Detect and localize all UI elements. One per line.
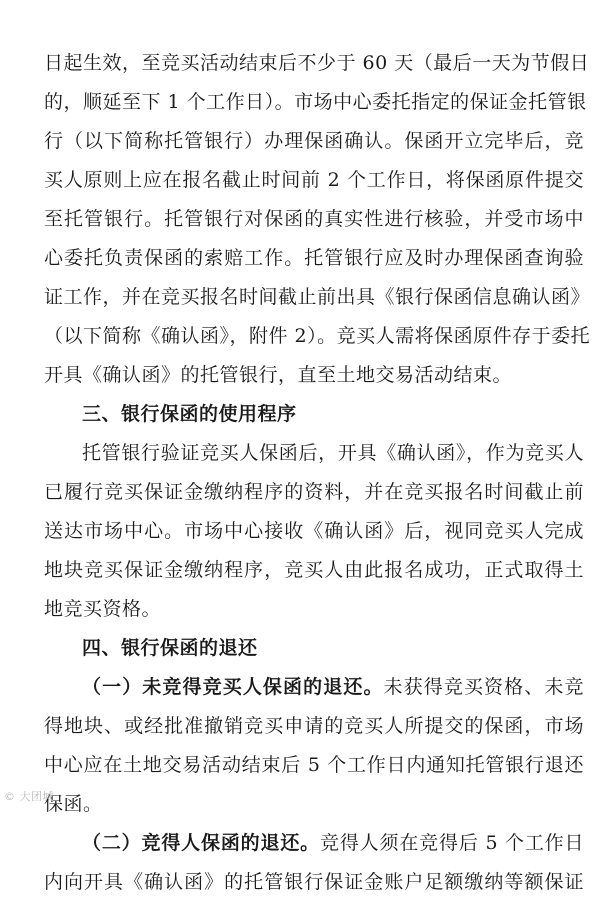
- text-run: 竞得人须在竞得后 5 个工作日: [320, 832, 584, 854]
- text-line: 内向开具《确认函》的托管银行保证金账户足额缴纳等额保证: [44, 871, 584, 893]
- text-line: 地块竞买保证金缴纳程序，竞买人由此报名成功，正式取得土: [44, 559, 584, 581]
- document-body: [44, 44, 591, 902]
- text-line: 心委托负责保函的索赔工作。托管银行应及时办理保函查询验: [44, 247, 584, 269]
- section-heading: 三、银行保函的使用程序: [82, 403, 297, 425]
- text-line: 送达市场中心。市场中心接收《确认函》后，视同竞买人完成: [44, 520, 584, 542]
- text-line: 的，顺延至下 1 个工作日）。市场中心委托指定的保证金托管银: [44, 91, 587, 113]
- text-line: 得地块、或经批准撤销竞买申请的竞买人所提交的保函，市场: [44, 715, 584, 737]
- section-heading: 四、银行保函的退还: [82, 637, 258, 659]
- text-line: 地竞买资格。: [44, 598, 162, 620]
- text-line: 日起生效，至竞买活动结束后不少于 60 天（最后一天为节假日: [44, 52, 590, 74]
- watermark: © 大团城: [4, 790, 54, 803]
- text-line: 买人原则上应在报名截止时间前 2 个工作日，将保函原件提交: [44, 169, 584, 191]
- text-line: [44, 668, 584, 707]
- text-line: 证工作，并在竞买报名时间截止前出具《银行保函信息确认函》: [44, 286, 591, 308]
- text-run: 未获得竞买资格、未竞: [383, 676, 584, 698]
- text-line: 保函。: [44, 793, 103, 815]
- text-line: 行（以下简称托管银行）办理保函确认。保函开立完毕后，竞: [44, 130, 584, 152]
- subsection-title: （二）竞得人保函的退还。: [82, 832, 320, 854]
- text-line: 至托管银行。托管银行对保函的真实性进行核验，并受市场中: [44, 208, 584, 230]
- text-line: （以下简称《确认函》，附件 2）。竞买人需将保函原件存于委托: [44, 325, 591, 347]
- text-line: [44, 824, 584, 863]
- text-line: 开具《确认函》的托管银行，直至土地交易活动结束。: [44, 364, 513, 386]
- text-line: 托管银行验证竞买人保函后，开具《确认函》，作为竞买人: [82, 442, 584, 464]
- text-line: 中心应在土地交易活动结束后 5 个工作日内通知托管银行退还: [44, 754, 584, 776]
- subsection-title: （一）未竞得竞买人保函的退还。: [82, 676, 384, 698]
- text-line: 已履行竞买保证金缴纳程序的资料，并在竞买报名时间截止前: [44, 481, 584, 503]
